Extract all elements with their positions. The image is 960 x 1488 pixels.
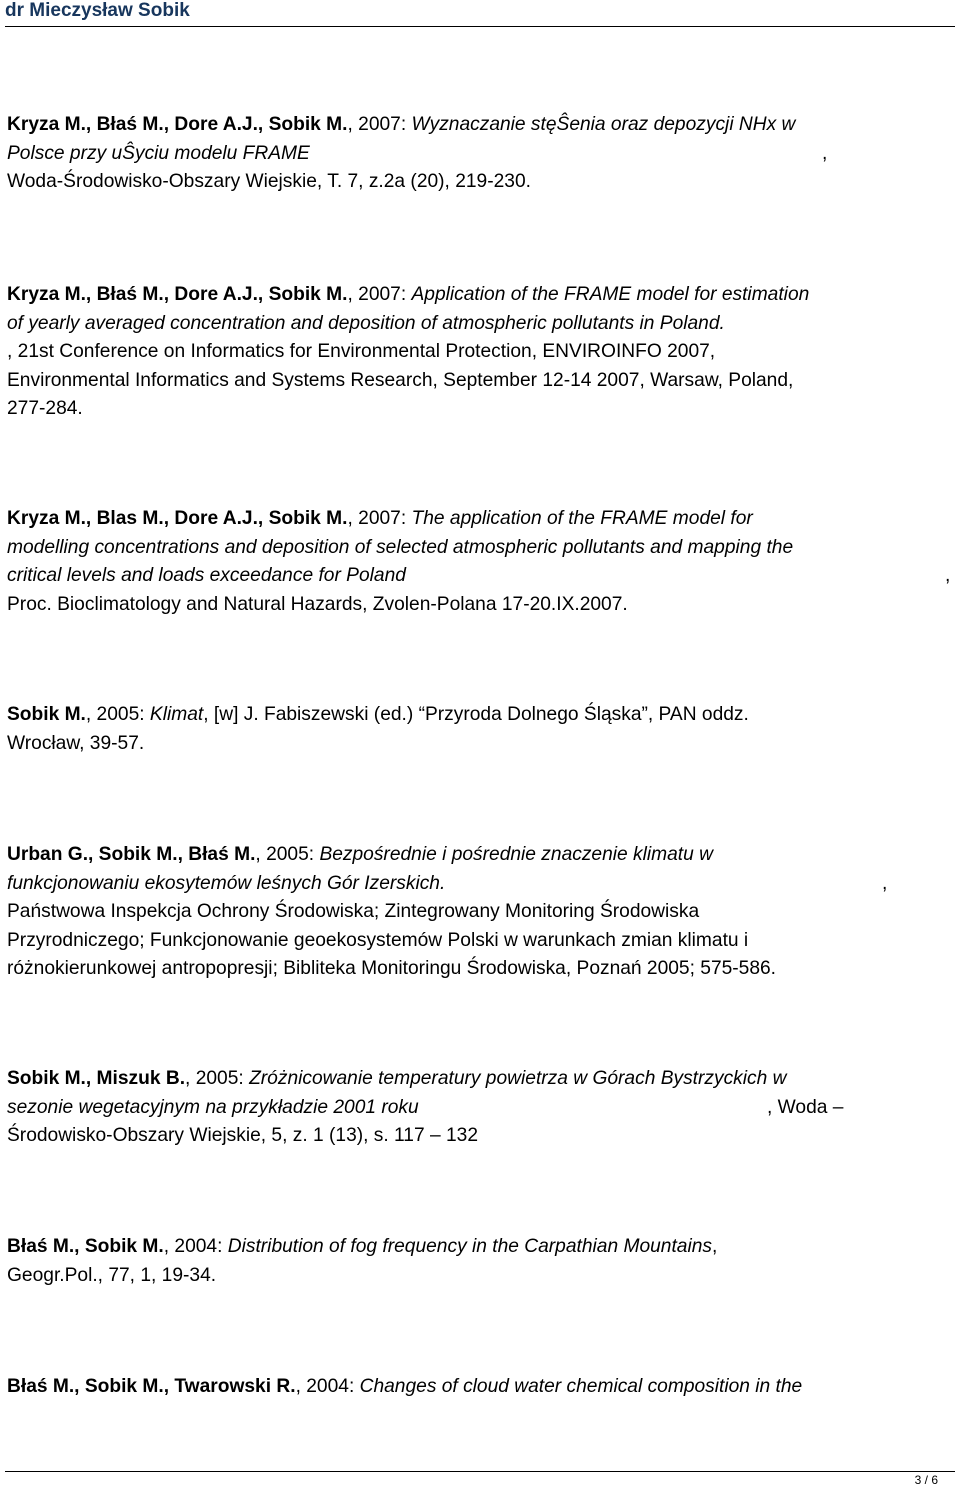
entry-line [7,534,952,563]
entry-title: critical levels and loads exceedance for Poland [7,565,406,587]
entry-line [7,562,952,591]
entry-line [7,870,952,899]
publication-entry [7,841,952,984]
entry-authors: Sobik M., Miszuk B. [7,1068,186,1089]
entry-source: , 21st Conference on Informatics for Environmental Protection, ENVIROINFO 2007, [7,341,716,363]
entry-line [7,701,952,730]
entry-separator: , [945,565,951,587]
entry-title: Application of the FRAME model for estimation [411,284,810,305]
entry-authors: Błaś M., Sobik M. [7,1236,164,1257]
entry-source: Państwowa Inspekcja Ochrony Środowiska; Zintegrowany Monitoring Środowiska [7,901,700,923]
entry-separator: , [711,1236,718,1257]
entry-line [7,730,952,759]
entry-year: , 2007: [347,114,412,135]
publication-entry [7,1233,952,1290]
entry-title: sezonie wegetacyjnym na przykładzie 2001 roku [7,1096,419,1118]
entry-authors: Kryza M., Blas M., Dore A.J., Sobik M. [7,508,348,529]
entry-authors: Sobik M. [7,704,86,725]
entry-year: , 2004: [295,1376,360,1397]
entry-line [7,310,952,339]
entry-line [7,1262,952,1291]
entry-line [7,1233,952,1262]
entry-line [7,1065,952,1094]
page-header [5,0,955,27]
entry-source: Wrocław, 39-57. [7,732,145,754]
entry-line [7,367,952,396]
entry-line [7,955,952,984]
entry-title: Zróżnicowanie temperatury powietrza w Górach Bystrzyckich w [249,1068,787,1089]
entry-title: Bezpośrednie i pośrednie znaczenie klimatu w [319,844,713,865]
entry-title: modelling concentrations and deposition of selected atmospheric pollutants and mapping the [7,536,794,558]
entry-title: of yearly averaged concentration and deposition of atmospheric pollutants in Poland. [7,312,725,334]
entry-title: funkcjonowaniu ekosytemów leśnych Gór Izerskich. [7,872,446,894]
entry-separator: , [822,142,828,164]
entry-line [7,1094,952,1123]
entry-line [7,505,952,534]
entry-year: , 2004: [163,1236,228,1257]
entry-line [7,927,952,956]
entry-authors: Urban G., Sobik M., Błaś M. [7,844,256,865]
entry-authors: Kryza M., Błaś M., Dore A.J., Sobik M. [7,284,348,305]
entry-year: , 2005: [185,1068,250,1089]
publication-entry [7,1373,952,1402]
publication-entry [7,111,952,197]
entry-line [7,111,952,140]
entry-source: Environmental Informatics and Systems Research, September 12-14 2007, Warsaw, Poland, [7,369,794,391]
publication-entry [7,505,952,619]
entry-year: , 2005: [255,844,320,865]
entry-source: 277-284. [7,398,83,420]
page-number: 3 / 6 [914,1473,938,1487]
entry-title: Distribution of fog frequency in the Carpathian Mountains [227,1236,712,1257]
entry-source: Geogr.Pol., 77, 1, 19-34. [7,1264,217,1286]
entry-authors: Błaś M., Sobik M., Twarowski R. [7,1376,296,1397]
entry-line [7,1122,952,1151]
entry-line [7,1373,952,1402]
entry-year: , 2005: [85,704,150,725]
entry-separator: , [882,872,888,894]
entry-source: różnokierunkowej antropopresji; Bibliteka Monitoringu Środowiska, Poznań 2005; 575-586. [7,958,777,980]
entry-source: Proc. Bioclimatology and Natural Hazards, Zvolen-Polana 17-20.IX.2007. [7,593,628,615]
entry-title: Polsce przy uŜyciu modelu FRAME [7,142,310,164]
entry-title: Wyznaczanie stęŜenia oraz depozycji NHx w [411,114,796,135]
entry-source: , [w] J. Fabiszewski (ed.) “Przyroda Dolnego Śląska”, PAN oddz. [203,704,749,725]
publication-entry [7,281,952,424]
entry-source: Środowisko-Obszary Wiejskie, 5, z. 1 (13), s. 117 – 132 [7,1125,478,1147]
entry-line [7,140,952,169]
entry-year: , 2007: [347,284,412,305]
entry-source: Przyrodniczego; Funkcjonowanie geoekosystemów Polski w warunkach zmian klimatu i [7,929,749,951]
entry-line [7,338,952,367]
entry-title: Klimat [149,704,204,725]
publication-entry [7,701,952,758]
author-name: dr Mieczysław Sobik [5,0,190,21]
entry-line [7,591,952,620]
entry-source: , Woda – [767,1096,844,1118]
entry-source: Woda-Środowisko-Obszary Wiejskie, T. 7, z.2a (20), 219-230. [7,171,531,193]
entry-line [7,841,952,870]
publication-entry [7,1065,952,1151]
entry-line [7,281,952,310]
entry-line [7,898,952,927]
entry-title: Changes of cloud water chemical composition in the [359,1376,803,1397]
page-footer [5,1471,955,1487]
entry-line [7,395,952,424]
entry-title: The application of the FRAME model for [411,508,753,529]
entry-authors: Kryza M., Błaś M., Dore A.J., Sobik M. [7,114,348,135]
entry-year: , 2007: [347,508,412,529]
entry-line [7,168,952,197]
